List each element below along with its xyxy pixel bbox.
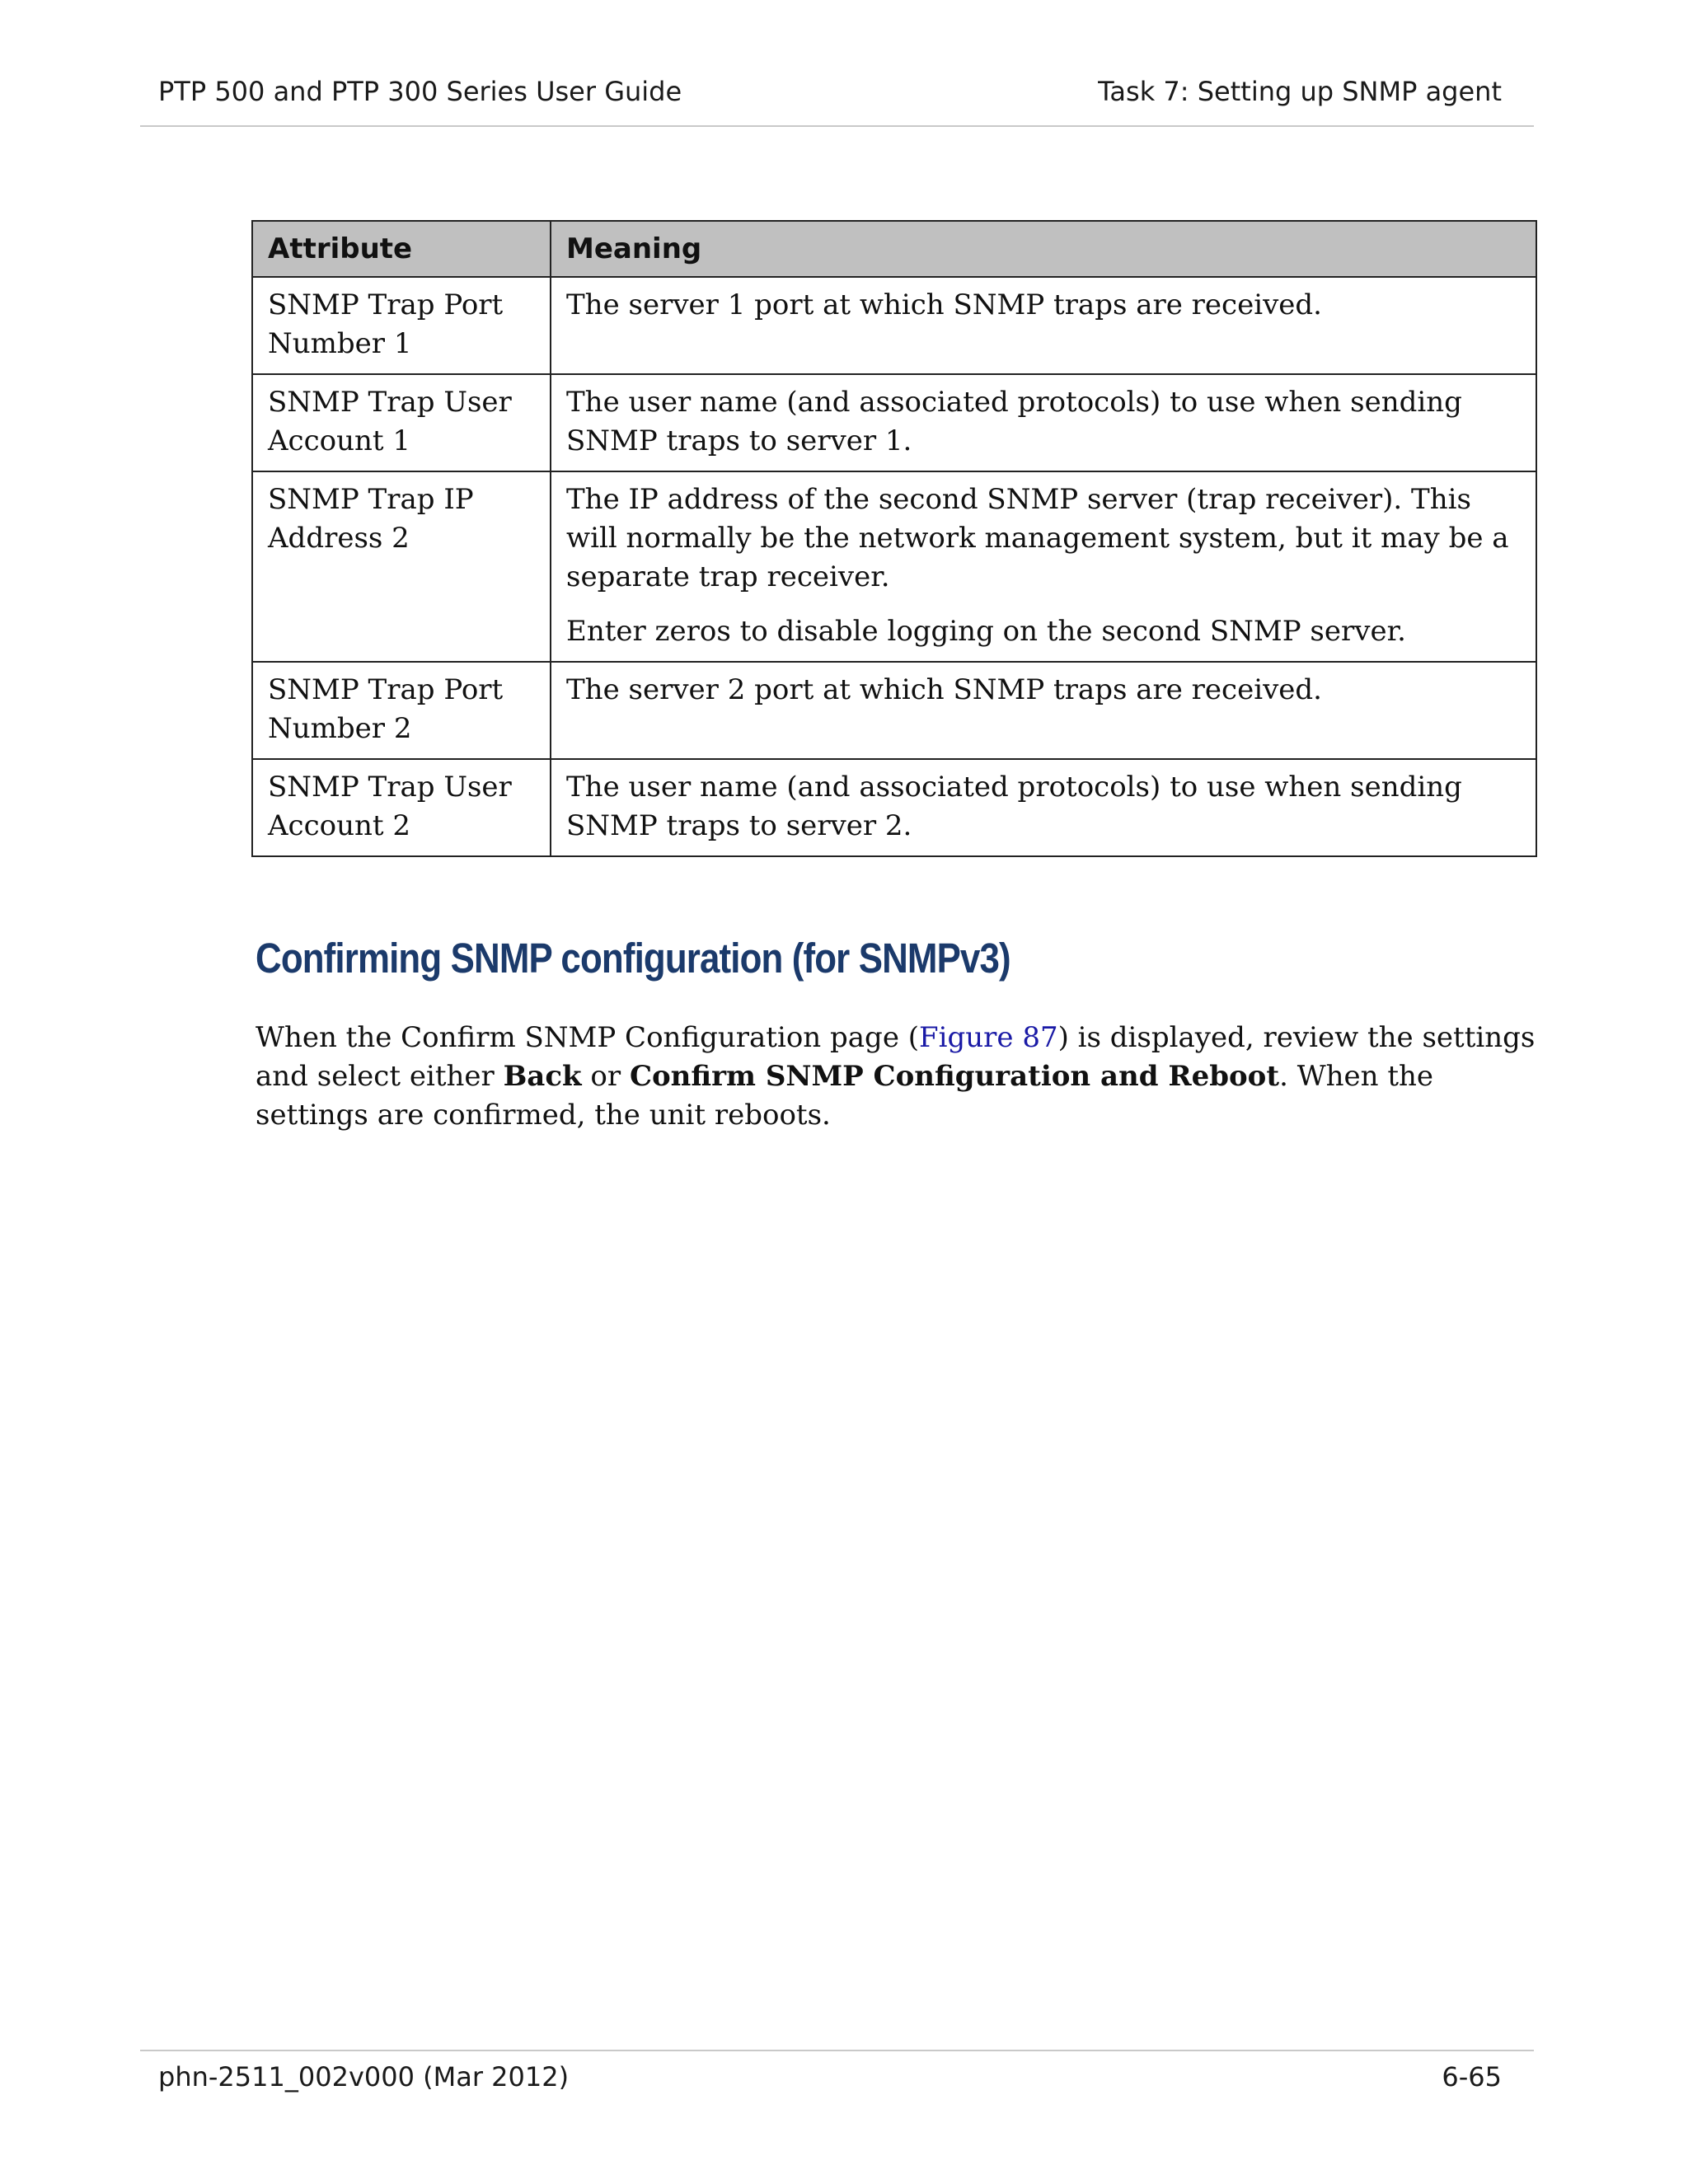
attribute-cell: SNMP Trap User Account 2 — [252, 759, 551, 856]
attribute-cell: SNMP Trap Port Number 1 — [252, 277, 551, 374]
table-row — [252, 759, 1536, 856]
table-row — [252, 374, 1536, 471]
back-option-label: Back — [503, 1060, 582, 1093]
table-row — [252, 471, 1536, 662]
meaning-cell: The IP address of the second SNMP server (trap receiver). This will normally be the network management system, but it may be a separate trap receiver. Enter zeros to disable logging on the second SNMP server. — [551, 471, 1536, 662]
header-chapter-title: Task 7: Setting up SNMP agent — [1098, 76, 1502, 107]
header-divider — [140, 125, 1534, 127]
figure-87-link[interactable]: Figure 87 — [919, 1021, 1058, 1054]
confirm-reboot-option-label: Confirm SNMP Configuration and Reboot — [629, 1060, 1280, 1093]
page-footer — [140, 2061, 1520, 2102]
meaning-cell: The server 2 port at which SNMP traps are received. — [551, 662, 1536, 759]
header-document-title: PTP 500 and PTP 300 Series User Guide — [158, 76, 682, 107]
column-header-attribute: Attribute — [252, 221, 551, 277]
section-paragraph: When the Confirm SNMP Configuration page (Figure 87) is displayed, review the settings and select either Back or Confirm SNMP Configuration and Reboot. When the settings are confirmed, the unit reboots. — [256, 1021, 1536, 1132]
snmp-attribute-table — [251, 220, 1537, 857]
meaning-cell: The user name (and associated protocols) to use when sending SNMP traps to server 1. — [551, 374, 1536, 471]
footer-document-id: phn-2511_002v000 (Mar 2012) — [158, 2061, 570, 2093]
table-row — [252, 277, 1536, 374]
section-heading: Confirming SNMP configuration (for SNMPv3) — [256, 935, 1010, 982]
attribute-cell: SNMP Trap IP Address 2 — [252, 471, 551, 662]
footer-divider — [140, 2050, 1534, 2051]
meaning-cell: The server 1 port at which SNMP traps are received. — [551, 277, 1536, 374]
column-header-meaning: Meaning — [551, 221, 1536, 277]
attribute-cell: SNMP Trap Port Number 2 — [252, 662, 551, 759]
page-header — [140, 76, 1520, 117]
table-row — [252, 662, 1536, 759]
attribute-cell: SNMP Trap User Account 1 — [252, 374, 551, 471]
meaning-cell: The user name (and associated protocols) to use when sending SNMP traps to server 2. — [551, 759, 1536, 856]
footer-page-number: 6-65 — [1442, 2061, 1502, 2093]
table-header-row — [252, 221, 1536, 277]
